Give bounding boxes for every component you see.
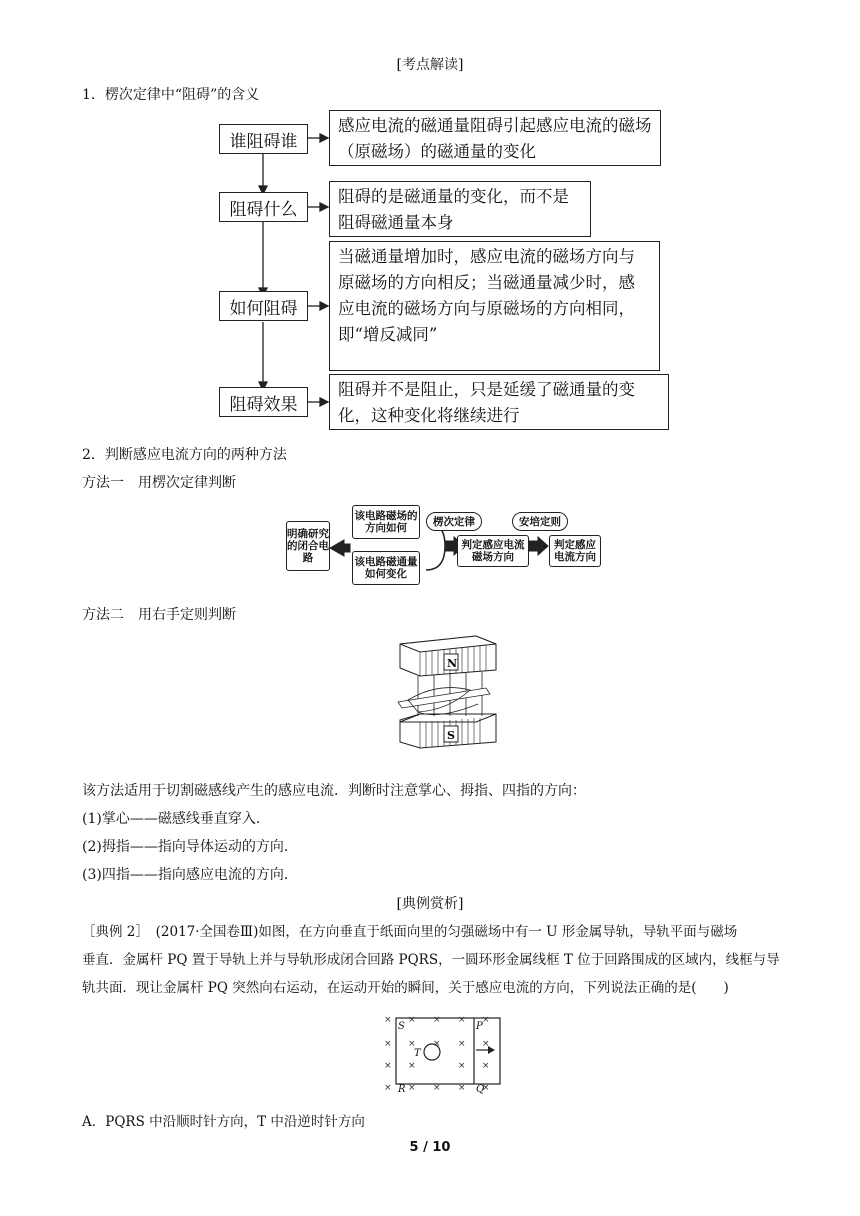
svg-text:×: × <box>458 1039 466 1049</box>
flow-label-effect: 阻碍效果 <box>219 387 308 417</box>
svg-text:×: × <box>433 1039 441 1049</box>
label-Q: Q <box>476 1084 485 1095</box>
flow2-start: 明确研究的闭合电路 <box>286 521 330 571</box>
magnet-illustration <box>378 630 508 762</box>
right-hand-rule-figure <box>378 630 508 762</box>
example-line-2: 垂直．金属杆 PQ 置于导轨上并与导轨形成闭合回路 PQRS，一圆环形金属线框 T 位于回路围成的区域内，线框与导 <box>82 952 780 968</box>
svg-text:×: × <box>408 1061 416 1071</box>
svg-text:×: × <box>458 1061 466 1071</box>
north-pole-label: N <box>447 657 458 670</box>
label-R: R <box>398 1084 406 1095</box>
flow-desc-effect: 阻碍并不是阻止，只是延缓了磁通量的变化，这种变化将继续进行 <box>329 374 669 430</box>
svg-text:×: × <box>384 1015 392 1025</box>
method2-description: 该方法适用于切割磁感线产生的感应电流．判断时注意掌心、拇指、四指的方向： <box>82 783 586 799</box>
south-pole-label: S <box>447 729 455 742</box>
item2-title: 2．判断感应电流方向的两种方法 <box>82 447 287 463</box>
example-line-1: ［典例 2］ (2017·全国卷Ⅲ)如图，在方向垂直于纸面向里的匀强磁场中有一 U 形金属导轨，导轨平面与磁场 <box>82 924 738 940</box>
flow2-induced-field: 判定感应电流磁场方向 <box>457 535 529 567</box>
section-heading-analysis: [考点解读] <box>396 57 464 73</box>
section-heading-example: [典例赏析] <box>396 896 464 912</box>
flow2-law-lenz: 楞次定律 <box>426 512 482 531</box>
example-line-3: 轨共面．现让金属杆 PQ 突然向右运动，在运动开始的瞬间，关于感应电流的方向，下列说法正确的是( ) <box>82 980 729 996</box>
page-number: 5 / 10 <box>409 1140 451 1155</box>
label-T: T <box>414 1048 421 1059</box>
svg-text:×: × <box>482 1083 490 1093</box>
flow2-end: 判定感应电流方向 <box>549 535 601 567</box>
method2-title: 方法二 用右手定则判断 <box>82 607 236 623</box>
option-a: A．PQRS 中沿顺时针方向，T 中沿逆时针方向 <box>82 1114 365 1130</box>
flow2-question-flux: 该电路磁通量如何变化 <box>352 551 420 585</box>
item1-title: 1．楞次定律中“阻碍”的含义 <box>82 87 260 103</box>
svg-text:×: × <box>384 1039 392 1049</box>
svg-text:×: × <box>433 1083 441 1093</box>
flow-label-what: 阻碍什么 <box>219 192 308 222</box>
label-P: P <box>476 1021 483 1032</box>
rule-fingers: (3)四指——指向感应电流的方向． <box>82 867 298 883</box>
label-S: S <box>398 1021 405 1032</box>
svg-text:×: × <box>408 1039 416 1049</box>
svg-text:×: × <box>384 1083 392 1093</box>
flow-label-how: 如何阻碍 <box>219 291 308 321</box>
flow-desc-how: 当磁通量增加时，感应电流的磁场方向与原磁场的方向相反；当磁通量减少时，感应电流的磁场方向与原磁场的方向相同，即“增反减同” <box>329 241 660 371</box>
svg-text:×: × <box>458 1083 466 1093</box>
circuit-diagram <box>378 1008 512 1098</box>
circuit-svg <box>378 1008 512 1098</box>
method1-title: 方法一 用楞次定律判断 <box>82 475 236 491</box>
svg-text:×: × <box>482 1061 490 1071</box>
svg-text:×: × <box>458 1015 466 1025</box>
svg-text:×: × <box>408 1015 416 1025</box>
rule-palm: (1)掌心——磁感线垂直穿入． <box>82 811 270 827</box>
flow-label-who: 谁阻碍谁 <box>219 124 308 154</box>
rule-thumb: (2)拇指——指向导体运动的方向． <box>82 839 298 855</box>
svg-text:×: × <box>433 1015 441 1025</box>
flow2-question-direction: 该电路磁场的方向如何 <box>352 505 420 539</box>
svg-text:×: × <box>482 1039 490 1049</box>
flow2-law-ampere: 安培定则 <box>512 512 568 531</box>
svg-text:×: × <box>384 1061 392 1071</box>
svg-text:×: × <box>408 1083 416 1093</box>
flow-desc-what: 阻碍的是磁通量的变化，而不是阻碍磁通量本身 <box>329 181 591 237</box>
svg-text:×: × <box>482 1015 490 1025</box>
flow-desc-who: 感应电流的磁通量阻碍引起感应电流的磁场（原磁场）的磁通量的变化 <box>329 110 661 166</box>
